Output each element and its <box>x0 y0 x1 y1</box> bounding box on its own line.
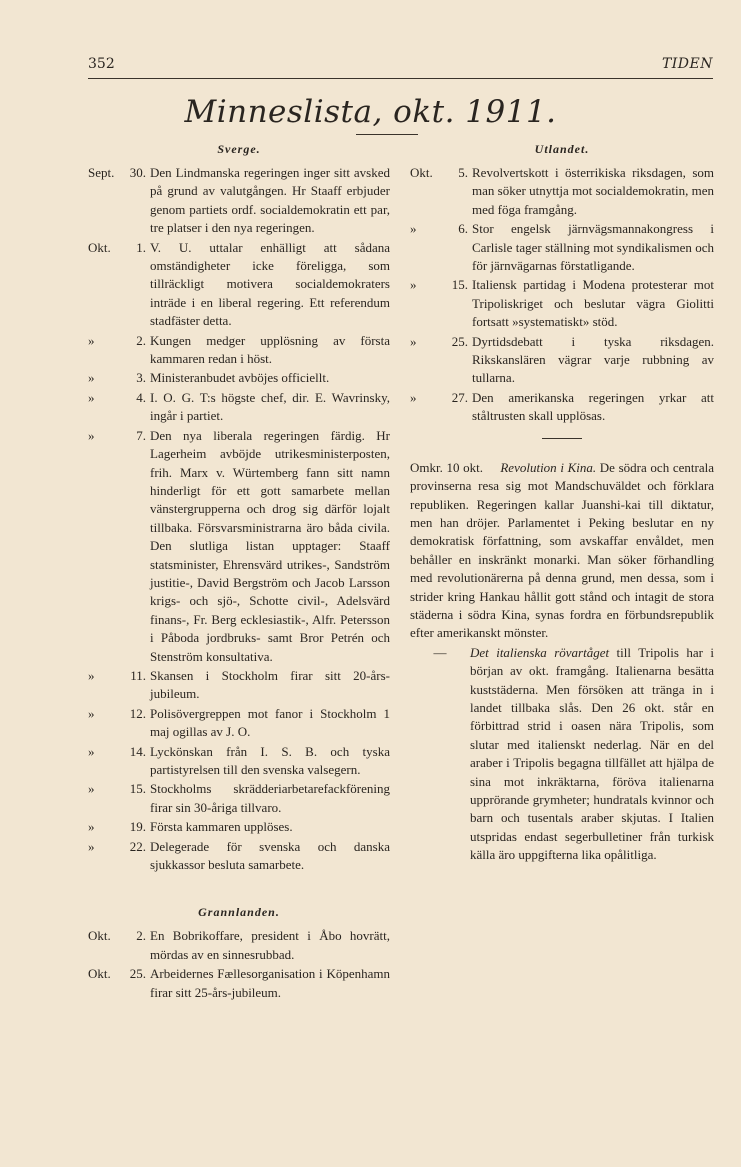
list-item <box>88 838 390 875</box>
entry-month: » <box>410 221 417 237</box>
entry-date <box>88 927 150 964</box>
entry-date <box>88 332 150 369</box>
entry-day: 2. <box>136 332 146 348</box>
entry-date <box>88 164 150 238</box>
section-heading-utlandet: Utlandet. <box>534 142 590 156</box>
entry-date <box>88 239 150 331</box>
entry-text: Stor engelsk järnvägsmannakongress i Carlisle tager ställning mot syndikalismen och för järnvägarnas förstatligande. <box>472 221 714 274</box>
entry-date <box>88 743 150 780</box>
china-text <box>410 459 714 643</box>
grannlanden-entries <box>88 927 390 1002</box>
china-date: Omkr. 10 okt. <box>410 459 484 475</box>
entry-day: 11. <box>130 667 146 683</box>
china-heading: Revolution i Kina. <box>500 459 597 475</box>
entry-month: Sept. <box>88 165 115 180</box>
page-title: Minneslista, okt. 1911. <box>184 94 557 130</box>
entry-text: Polisövergreppen mot fanor i Stockholm 1 maj ogillas av J. O. <box>150 705 390 740</box>
entry-month: » <box>88 667 95 683</box>
entry-date <box>88 369 150 387</box>
entry-day: 4. <box>136 389 146 405</box>
entry-text: Ministeranbudet avböjes officiellt. <box>150 370 330 386</box>
entry-date <box>410 276 472 331</box>
entry-day: 22. <box>129 838 146 854</box>
entry-month: » <box>88 819 95 835</box>
entry-month: » <box>88 838 95 854</box>
list-item <box>88 743 390 780</box>
entry-day: 1. <box>136 239 146 255</box>
list-item <box>88 369 390 387</box>
entry-month: » <box>88 743 95 759</box>
entry-text: V. U. uttalar enhälligt att sådana omständigheter icke föreligga, som tillräckligt motivera socialdemokraters inträde i en liberal regering. Ett referendum stadfäster detta. <box>150 239 390 329</box>
entry-month: Okt. <box>88 928 111 944</box>
list-item <box>88 965 390 1002</box>
entry-text: Den amerikanska regeringen yrkar att ståltrusten skall upplösas. <box>472 389 714 424</box>
entry-month: » <box>88 370 95 386</box>
list-item <box>88 332 390 369</box>
entry-text: En Bobrikoffare, president i Åbo hovrätt, mördas av en sinnesrubbad. <box>150 928 390 962</box>
entry-month: Okt. <box>88 239 111 255</box>
tripoli-heading: Det italienska rövartåget <box>470 644 610 660</box>
list-item <box>88 818 390 836</box>
entry-day: 2. <box>136 928 146 944</box>
entry-day: 27. <box>451 389 468 405</box>
list-item <box>88 780 390 817</box>
page-header <box>88 56 713 79</box>
tripoli-dash: — <box>433 644 447 660</box>
sverge-entries <box>88 164 390 874</box>
entry-text: Den nya liberala regeringen färdig. Hr Lagerheim avböjde utrikesministerposten, frih. Marx v. Würtemberg fann sitt namn hinderligt för ett gott samarbete mellan vänstergrupperna och drog sig därför lojalt tillbaka. Försvarsministrarna äro båda civila. Den slutliga listan upptager: Staaff statsminister, Ehrensvärd utrikes-, Sandström justitie-, David Bergström och Jacob Larsson krigs- och sjö-, Schotte civil-, Adelsvärd finans-, Fr. Berg ecklesiastik-, Alfr. Petersson i Påboda jordbruks- samt Bror Petrén och Stenström konsultativa. <box>150 427 390 664</box>
entry-text: Dyrtidsdebatt i tyska riksdagen. Rikskanslären vägrar varje rubbning av tullarna. <box>472 333 714 386</box>
entry-month: » <box>88 389 95 405</box>
page-number: 352 <box>88 56 115 72</box>
tripoli-text <box>470 644 714 865</box>
entry-text: Skansen i Stockholm firar sitt 20-års-jubileum. <box>150 667 390 702</box>
china-revolution-entry <box>410 459 714 865</box>
list-item <box>410 220 714 275</box>
tripoli-body: till Tripolis har i början av okt. framgång. Italienarna besätta kuststäderna. Men försöken att tränga in i landet tillbaka slås. Den 26 okt. står en förbittrad strid i oasen nära Tripolis, som slutar med italienskt nederlag. När en del araber i Tripolis begagna tillfället att hjälpa de sina mot inkräktarna, föröva italienarna upprörande grymheter; hundratals kvinnor och barn och tusentals araber skjutas. I Italien utspridas endast segerbulletiner från turkisk källa äro uppgifterna lika opålitliga. <box>470 644 715 863</box>
china-body: De södra och centrala provinserna resa sig mot Mandschuväldet och förklara republiken. Regeringen kallar Juanshi-kai till diktatur, men han dröjer. Parlamentet i Peking beslutar en ny demokratisk författning, som avskaffar envåldet, men behåller en inskränkt monarki. Man söker förhandling med revolutionärerna på denna grund, men dessa, som i strider kring Hankau hållit gott stånd och intagit de stora städerna i södra Kina, synas fordra en förbundsrepublik efter amerikanskt mönster. <box>410 459 714 641</box>
right-column <box>410 140 714 865</box>
entry-date <box>410 164 472 219</box>
list-item <box>88 389 390 426</box>
entry-text: Revolvertskott i österrikiska riksdagen, som man söker utnyttja mot socialdemokratin, men med föga framgång. <box>472 165 714 217</box>
entry-date <box>88 389 150 426</box>
utlandet-entries <box>410 164 714 426</box>
tripoli-entry <box>410 644 714 865</box>
entry-text: Italiensk partidag i Modena protesterar mot Tripoliskriget och beslutar vägra Giolitti fortsatt »systematiskt» stöd. <box>472 277 714 330</box>
entry-text: Den Lindmanska regeringen inger sitt avsked på grund av valutgången. Hr Staaff erbjuder genom partiets ordf. socialdemokratin ett par, tre platser i den nya regeringen. <box>150 165 390 236</box>
section-gap <box>88 875 390 903</box>
entry-text: Kungen medger upplösning av första kammaren redan i höst. <box>150 332 390 367</box>
entry-day: 15. <box>129 781 146 797</box>
entry-month: » <box>88 781 95 797</box>
section-heading-sverge: Sverge. <box>217 142 261 156</box>
entry-day: 15. <box>451 277 468 293</box>
entry-month: » <box>88 332 95 348</box>
entry-day: 5. <box>458 165 468 180</box>
entry-date <box>88 705 150 742</box>
entry-date <box>88 838 150 875</box>
list-item <box>88 927 390 964</box>
entry-day: 6. <box>458 221 468 237</box>
entry-date <box>88 818 150 836</box>
list-item <box>88 239 390 331</box>
entry-text: Stockholms skrädderiarbetarefackförening firar sin 30-åriga tillvaro. <box>150 781 390 815</box>
entry-day: 19. <box>129 819 146 835</box>
entry-date <box>88 667 150 704</box>
entry-month: » <box>410 277 417 293</box>
entry-day: 7. <box>136 427 146 443</box>
china-entry <box>410 459 714 643</box>
entry-date <box>88 780 150 817</box>
left-column <box>88 140 390 1003</box>
list-item <box>88 164 390 238</box>
list-item <box>410 276 714 331</box>
section-heading-grannlanden: Grannlanden. <box>198 905 280 920</box>
entry-day: 25. <box>129 966 146 982</box>
entry-day: 30. <box>129 165 146 180</box>
list-item <box>410 333 714 388</box>
entry-date <box>410 389 472 426</box>
entry-date <box>88 965 150 1002</box>
list-item <box>88 705 390 742</box>
list-item <box>88 667 390 704</box>
list-item <box>88 427 390 666</box>
entry-month: » <box>88 705 95 721</box>
list-item <box>410 164 714 219</box>
entry-day: 12. <box>129 705 146 721</box>
entry-text: Arbeidernes Fællesorganisation i Köpenhamn firar sitt 25-års-jubileum. <box>150 966 390 1000</box>
entry-date <box>88 427 150 666</box>
title-divider <box>356 134 418 135</box>
entry-month: » <box>88 427 95 443</box>
entry-month: Okt. <box>88 966 111 982</box>
running-head: TIDEN <box>661 56 713 72</box>
entry-date <box>410 333 472 388</box>
entry-month: Okt. <box>410 165 433 180</box>
entry-day: 3. <box>136 370 146 386</box>
entry-month: » <box>410 389 417 405</box>
entry-text: Första kammaren upplöses. <box>150 819 293 835</box>
entry-month: » <box>410 333 417 349</box>
entry-day: 14. <box>129 743 146 759</box>
entry-date <box>410 220 472 275</box>
entry-text: I. O. G. T:s högste chef, dir. E. Wavrinsky, ingår i partiet. <box>150 389 390 424</box>
entry-day: 25. <box>451 333 468 349</box>
entry-text: Lyckönskan från I. S. B. och tyska partistyrelsen till den svenska valsegern. <box>150 743 390 777</box>
section-divider <box>542 438 582 439</box>
list-item <box>410 389 714 426</box>
entry-text: Delegerade för svenska och danska sjukkassor besluta samarbete. <box>150 838 390 873</box>
